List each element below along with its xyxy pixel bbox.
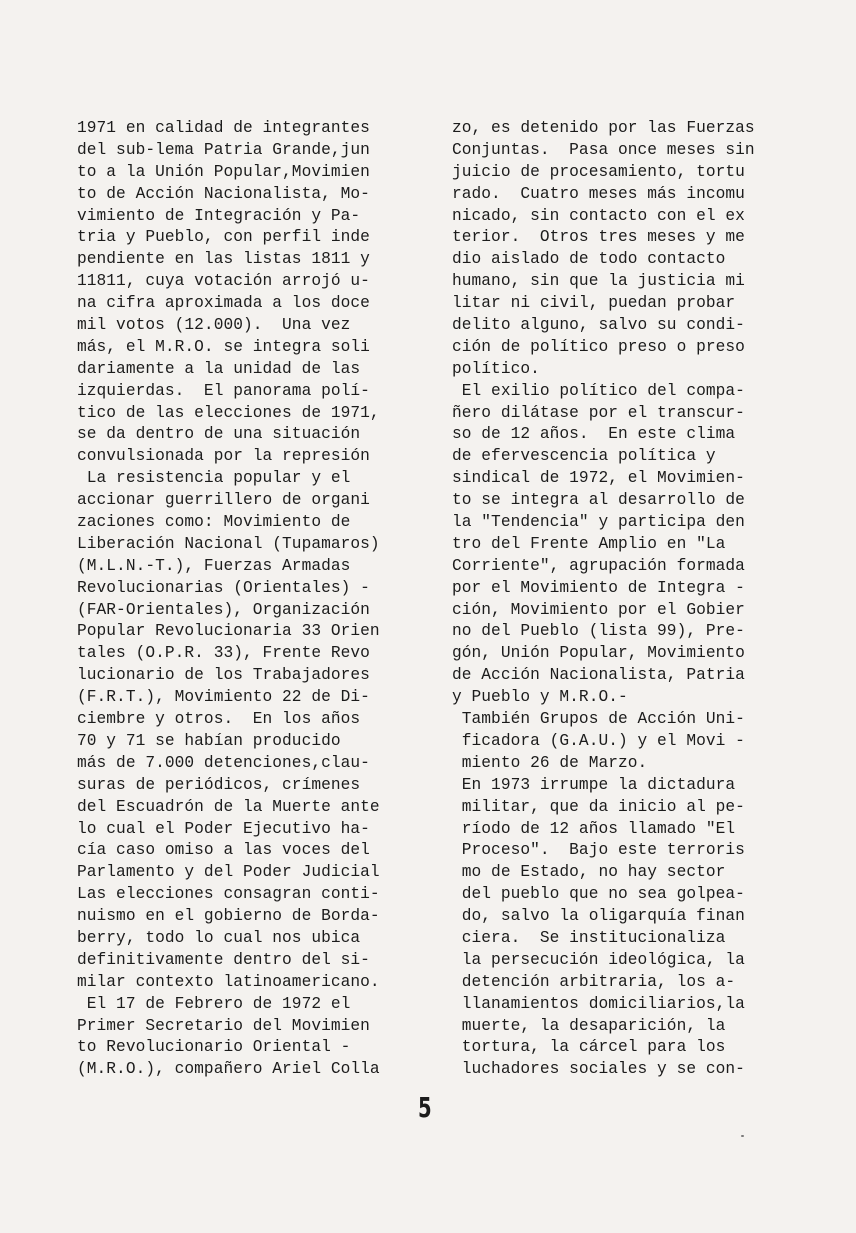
text-line: cía caso omiso a las voces del (77, 841, 370, 860)
text-line: del Escuadrón de la Muerte ante (77, 797, 380, 816)
text-line: lo cual el Poder Ejecutivo ha- (77, 819, 370, 838)
text-line: to se integra al desarrollo de (452, 491, 745, 510)
text-line: humano, sin que la justicia mi (452, 272, 745, 291)
text-line: dio aislado de todo contacto (452, 250, 726, 269)
text-line: la persecución ideológica, la (452, 950, 745, 969)
text-line: vimiento de Integración y Pa- (77, 206, 361, 225)
text-line: Corriente", agrupación formada (452, 556, 745, 575)
text-line: Las elecciones consagran conti- (77, 885, 380, 904)
text-line: El exilio político del compa- (452, 381, 745, 400)
text-line: miento 26 de Marzo. (452, 753, 648, 772)
text-line: de Acción Nacionalista, Patria (452, 666, 745, 685)
text-line: to de Acción Nacionalista, Mo- (77, 184, 370, 203)
text-line: La resistencia popular y el (77, 469, 351, 488)
text-line: rado. Cuatro meses más incomu (452, 184, 745, 203)
text-line: Primer Secretario del Movimien (77, 1016, 370, 1035)
text-line: También Grupos de Acción Uni- (452, 710, 745, 729)
text-line: 11811, cuya votación arrojó u- (77, 272, 370, 291)
text-line: sindical de 1972, el Movimien- (452, 469, 745, 488)
text-line: mo de Estado, no hay sector (452, 863, 726, 882)
text-line: ñero dilátase por el transcur- (452, 403, 745, 422)
text-line: luchadores sociales y se con- (452, 1060, 745, 1079)
text-line: 70 y 71 se habían producido (77, 731, 341, 750)
text-line: so de 12 años. En este clima (452, 425, 736, 444)
text-line: (M.R.O.), compañero Ariel Colla (77, 1060, 380, 1079)
left-text-column (77, 118, 419, 1081)
text-line: del pueblo que no sea golpea- (452, 885, 745, 904)
text-line: del sub-lema Patria Grande,jun (77, 140, 370, 159)
text-line: muerte, la desaparición, la (452, 1016, 726, 1035)
text-line: Proceso". Bajo este terroris (452, 841, 745, 860)
paper-speck (741, 1135, 744, 1137)
right-text-column (452, 118, 797, 1081)
text-line: Popular Revolucionaria 33 Orien (77, 622, 380, 641)
text-line: ciembre y otros. En los años (77, 710, 361, 729)
text-line: to a la Unión Popular,Movimien (77, 162, 370, 181)
page-number: 5 (418, 1091, 432, 1124)
text-line: (F.R.T.), Movimiento 22 de Di- (77, 688, 370, 707)
text-line: gón, Unión Popular, Movimiento (452, 644, 745, 663)
text-line: zo, es detenido por las Fuerzas (452, 119, 755, 137)
text-line: milar contexto latinoamericano. (77, 972, 380, 991)
text-line: ríodo de 12 años llamado "El (452, 819, 736, 838)
text-line: to Revolucionario Oriental - (77, 1038, 351, 1057)
text-line: 1971 en calidad de integrantes (77, 119, 370, 137)
text-line: izquierdas. El panorama polí- (77, 381, 370, 400)
text-line: Liberación Nacional (Tupamaros) (77, 534, 380, 553)
text-line: (M.L.N.-T.), Fuerzas Armadas (77, 556, 351, 575)
text-line: tria y Pueblo, con perfil inde (77, 228, 370, 247)
text-line: do, salvo la oligarquía finan (452, 907, 745, 926)
text-line: terior. Otros tres meses y me (452, 228, 745, 247)
text-line: delito alguno, salvo su condi- (452, 316, 745, 335)
text-line: Revolucionarias (Orientales) - (77, 578, 370, 597)
text-line: tico de las elecciones de 1971, (77, 403, 380, 422)
text-line: Parlamento y del Poder Judicial (77, 863, 380, 882)
text-line: convulsionada por la represión (77, 447, 370, 466)
text-line: (FAR-Orientales), Organización (77, 600, 370, 619)
text-line: ción, Movimiento por el Gobier (452, 600, 745, 619)
text-line: más de 7.000 detenciones,clau- (77, 753, 370, 772)
text-line: na cifra aproximada a los doce (77, 294, 370, 313)
text-line: accionar guerrillero de organi (77, 491, 370, 510)
text-line: ción de político preso o preso (452, 337, 745, 356)
text-line: mil votos (12.000). Una vez (77, 316, 351, 335)
text-line: nuismo en el gobierno de Borda- (77, 907, 380, 926)
text-line: lucionario de los Trabajadores (77, 666, 370, 685)
text-line: suras de periódicos, crímenes (77, 775, 361, 794)
text-line: más, el M.R.O. se integra soli (77, 337, 370, 356)
text-line: pendiente en las listas 1811 y (77, 250, 370, 269)
text-line: militar, que da inicio al pe- (452, 797, 745, 816)
text-line: por el Movimiento de Integra - (452, 578, 745, 597)
text-line: ficadora (G.A.U.) y el Movi - (452, 731, 745, 750)
text-line: Conjuntas. Pasa once meses sin (452, 140, 755, 159)
text-line: detención arbitraria, los a- (452, 972, 736, 991)
text-line: llanamientos domiciliarios,la (452, 994, 745, 1013)
text-line: la "Tendencia" y participa den (452, 513, 745, 532)
text-line: tro del Frente Amplio en "La (452, 534, 726, 553)
text-line: tales (O.P.R. 33), Frente Revo (77, 644, 370, 663)
text-line: ciera. Se institucionaliza (452, 928, 726, 947)
text-line: El 17 de Febrero de 1972 el (77, 994, 351, 1013)
text-line: litar ni civil, puedan probar (452, 294, 736, 313)
text-line: no del Pueblo (lista 99), Pre- (452, 622, 745, 641)
text-line: juicio de procesamiento, tortu (452, 162, 745, 181)
text-line: En 1973 irrumpe la dictadura (452, 775, 736, 794)
text-line: político. (452, 359, 540, 378)
text-line: dariamente a la unidad de las (77, 359, 361, 378)
text-line: berry, todo lo cual nos ubica (77, 928, 361, 947)
text-line: zaciones como: Movimiento de (77, 513, 351, 532)
text-line: tortura, la cárcel para los (452, 1038, 726, 1057)
text-line: nicado, sin contacto con el ex (452, 206, 745, 225)
text-line: de efervescencia política y (452, 447, 716, 466)
text-line: y Pueblo y M.R.O.- (452, 688, 628, 707)
text-line: definitivamente dentro del si- (77, 950, 370, 969)
text-line: se da dentro de una situación (77, 425, 361, 444)
